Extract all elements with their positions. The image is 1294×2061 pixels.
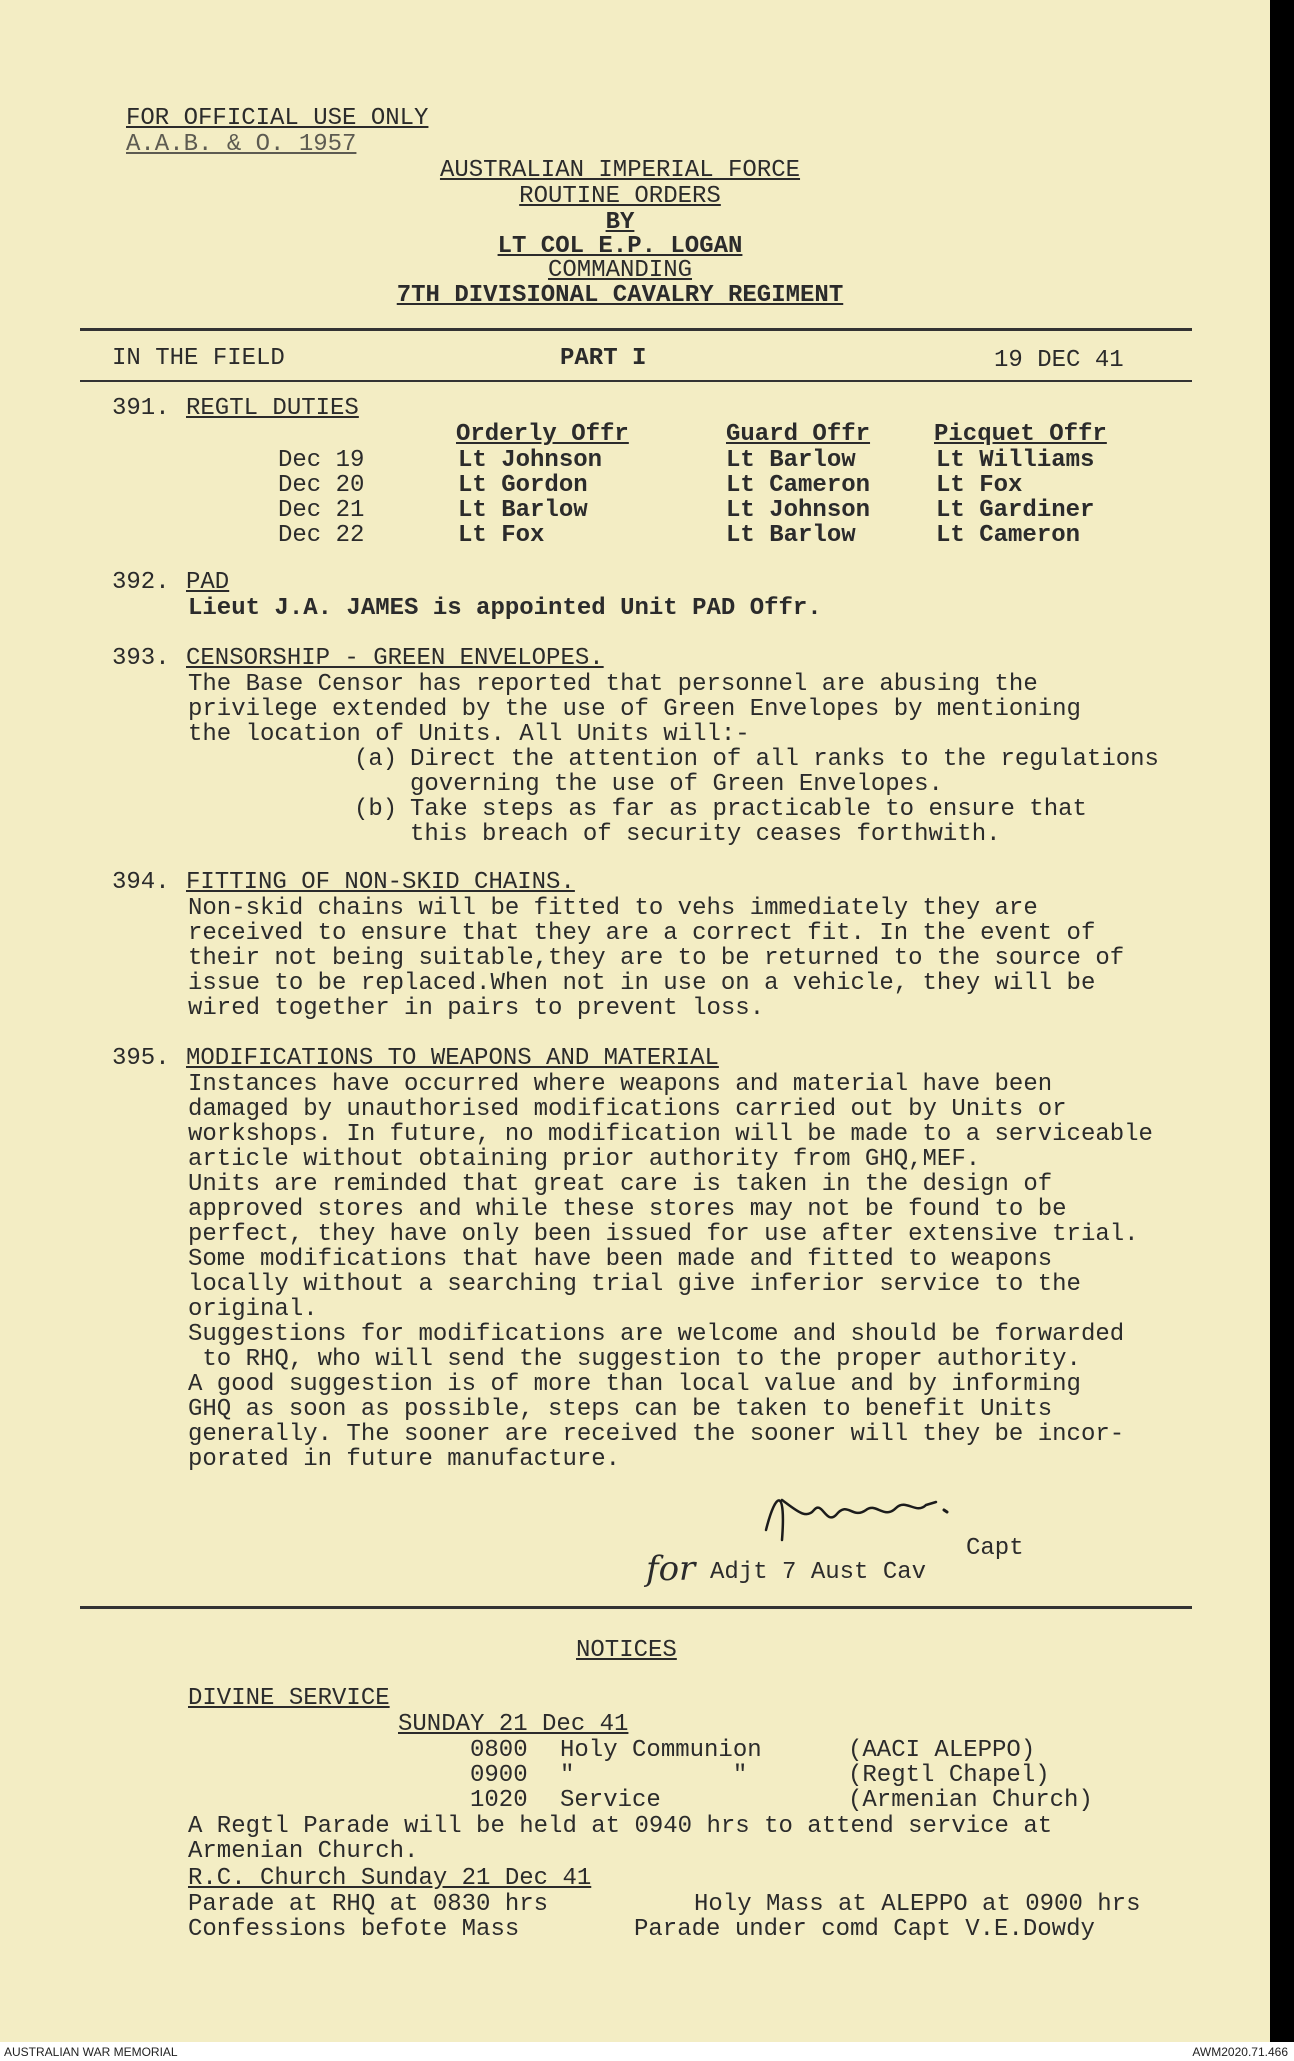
order-392-number: 392.: [112, 569, 170, 596]
duty-guard: Lt Barlow: [726, 447, 856, 474]
order-393-a-label: (a): [354, 746, 398, 773]
signature-adjt: Adjt 7 Aust Cav: [710, 1559, 927, 1586]
duty-col-picquet: Picquet Offr: [934, 421, 1107, 448]
order-395-line: perfect, they have only been issued for use after extensive trial.: [188, 1221, 1139, 1248]
order-393-a-line: Direct the attention of all ranks to the regulations: [410, 746, 1159, 773]
reference-number: A.A.B. & O. 1957: [126, 131, 357, 158]
duty-orderly: Lt Gordon: [458, 472, 588, 499]
order-395-line: GHQ as soon as possible, steps can be taken to benefit Units: [188, 1396, 1053, 1423]
handwritten-signature: [756, 1480, 966, 1560]
order-393-b-line: Take steps as far as practicable to ensure that: [410, 796, 1087, 823]
order-394-line: received to ensure that they are a correct fit. In the event of: [188, 920, 1096, 947]
signature-rank: Capt: [966, 1535, 1024, 1562]
service-time: 1020: [470, 1787, 528, 1814]
service-location: (AACI ALEPPO): [848, 1737, 1036, 1764]
order-395-line: porated in future manufacture.: [188, 1446, 621, 1473]
duty-date: Dec 19: [278, 447, 365, 474]
header-rule: [80, 328, 1192, 331]
service-location: (Regtl Chapel): [848, 1762, 1050, 1789]
order-395-line: locally without a searching trial give inferior service to the: [188, 1271, 1081, 1298]
header-line-4: LT COL E.P. LOGAN: [497, 233, 743, 260]
duty-col-guard: Guard Offr: [726, 421, 871, 448]
order-395-line: workshops. In future, no modification will be made to a serviceable: [188, 1121, 1153, 1148]
order-date: 19 DEC 41: [994, 347, 1124, 374]
order-395-line: Units are reminded that great care is taken in the design of: [188, 1171, 1053, 1198]
parade-line: A Regtl Parade will be held at 0940 hrs to attend service at: [188, 1813, 1053, 1840]
rc-left-line: Parade at RHQ at 0830 hrs: [188, 1891, 549, 1918]
order-393-b-line: this breach of security ceases forthwith.: [410, 821, 1001, 848]
order-395-line: generally. The sooner are received the sooner will they be incor-: [188, 1421, 1125, 1448]
notices-rule: [80, 1606, 1192, 1609]
service-time: 0900: [470, 1762, 528, 1789]
order-393-b-label: (b): [354, 796, 398, 823]
duty-guard: Lt Johnson: [726, 497, 871, 524]
order-395-line: Some modifications that have been made and fitted to weapons: [188, 1246, 1053, 1273]
part-rule: [80, 380, 1192, 382]
service-location: (Armenian Church): [848, 1787, 1093, 1814]
notices-title: NOTICES: [576, 1637, 677, 1664]
duty-date: Dec 22: [278, 522, 365, 549]
order-394-line: wired together in pairs to prevent loss.: [188, 995, 765, 1022]
duty-guard: Lt Cameron: [726, 472, 871, 499]
sunday-heading: SUNDAY 21 Dec 41: [398, 1711, 629, 1738]
duty-guard: Lt Barlow: [726, 522, 856, 549]
signature-for: for: [646, 1549, 696, 1589]
divine-service-heading: DIVINE SERVICE: [188, 1685, 390, 1712]
order-391-title: REGTL DUTIES: [186, 395, 359, 422]
order-393-number: 393.: [112, 645, 170, 672]
order-395-title: MODIFICATIONS TO WEAPONS AND MATERIAL: [186, 1045, 719, 1072]
order-391-number: 391.: [112, 395, 170, 422]
rc-right-line: Parade under comd Capt V.E.Dowdy: [634, 1916, 1095, 1943]
order-395-line: Suggestions for modifications are welcome and should be forwarded: [188, 1321, 1125, 1348]
rc-left-line: Confessions befote Mass: [188, 1916, 520, 1943]
duty-date: Dec 20: [278, 472, 365, 499]
order-394-title: FITTING OF NON-SKID CHAINS.: [186, 869, 575, 896]
service-name: " ": [560, 1762, 748, 1789]
place-label: IN THE FIELD: [112, 345, 285, 372]
duty-orderly: Lt Johnson: [458, 447, 603, 474]
service-name: Service: [560, 1787, 661, 1814]
order-395-line: damaged by unauthorised modifications carried out by Units or: [188, 1096, 1067, 1123]
order-393-title: CENSORSHIP - GREEN ENVELOPES.: [186, 645, 604, 672]
order-394-line: Non-skid chains will be fitted to vehs immediately they are: [188, 895, 1038, 922]
order-392-title: PAD: [186, 569, 230, 596]
order-393-a-line: governing the use of Green Envelopes.: [410, 771, 943, 798]
order-395-line: A good suggestion is of more than local value and by informing: [188, 1371, 1081, 1398]
duty-picquet: Lt Gardiner: [936, 497, 1095, 524]
header-line-2: ROUTINE ORDERS: [519, 183, 721, 210]
rc-right-line: Holy Mass at ALEPPO at 0900 hrs: [694, 1891, 1141, 1918]
archive-footer: [0, 2042, 1294, 2061]
order-395-line: approved stores and while these stores may not be found to be: [188, 1196, 1067, 1223]
order-395-line: Instances have occurred where weapons and material have been: [188, 1071, 1053, 1098]
duty-date: Dec 21: [278, 497, 365, 524]
order-395-line: to RHQ, who will send the suggestion to the proper authority.: [188, 1346, 1081, 1373]
service-time: 0800: [470, 1737, 528, 1764]
order-395-line: original.: [188, 1296, 318, 1323]
order-395-number: 395.: [112, 1045, 170, 1072]
order-394-line: their not being suitable,they are to be returned to the source of: [188, 945, 1125, 972]
header-line-1: AUSTRALIAN IMPERIAL FORCE: [439, 157, 801, 184]
header-line-5: COMMANDING: [547, 257, 693, 284]
header-line-6: 7TH DIVISIONAL CAVALRY REGIMENT: [396, 282, 844, 309]
part-label: PART I: [560, 345, 647, 372]
rc-church-heading: R.C. Church Sunday 21 Dec 41: [188, 1865, 592, 1892]
duty-col-orderly: Orderly Offr: [456, 421, 629, 448]
footer-left: AUSTRALIAN WAR MEMORIAL: [4, 2045, 178, 2059]
parade-line: Armenian Church.: [188, 1838, 419, 1865]
order-393-line: privilege extended by the use of Green Envelopes by mentioning: [188, 696, 1081, 723]
service-name: Holy Communion: [560, 1737, 762, 1764]
order-392-text: Lieut J.A. JAMES is appointed Unit PAD Offr.: [188, 595, 822, 622]
duty-picquet: Lt Cameron: [936, 522, 1081, 549]
order-394-number: 394.: [112, 869, 170, 896]
duty-picquet: Lt Williams: [936, 447, 1095, 474]
duty-picquet: Lt Fox: [936, 472, 1023, 499]
order-395-line: article without obtaining prior authority from GHQ,MEF.: [188, 1146, 981, 1173]
order-394-line: issue to be replaced.When not in use on a vehicle, they will be: [188, 970, 1096, 997]
official-use-stamp: FOR OFFICIAL USE ONLY: [126, 105, 429, 132]
duty-orderly: Lt Fox: [458, 522, 545, 549]
duty-orderly: Lt Barlow: [458, 497, 588, 524]
order-393-line: The Base Censor has reported that personnel are abusing the: [188, 671, 1038, 698]
footer-right: AWM2020.71.466: [1192, 2045, 1288, 2059]
header-line-3: BY: [605, 209, 635, 236]
order-393-line: the location of Units. All Units will:-: [188, 721, 750, 748]
